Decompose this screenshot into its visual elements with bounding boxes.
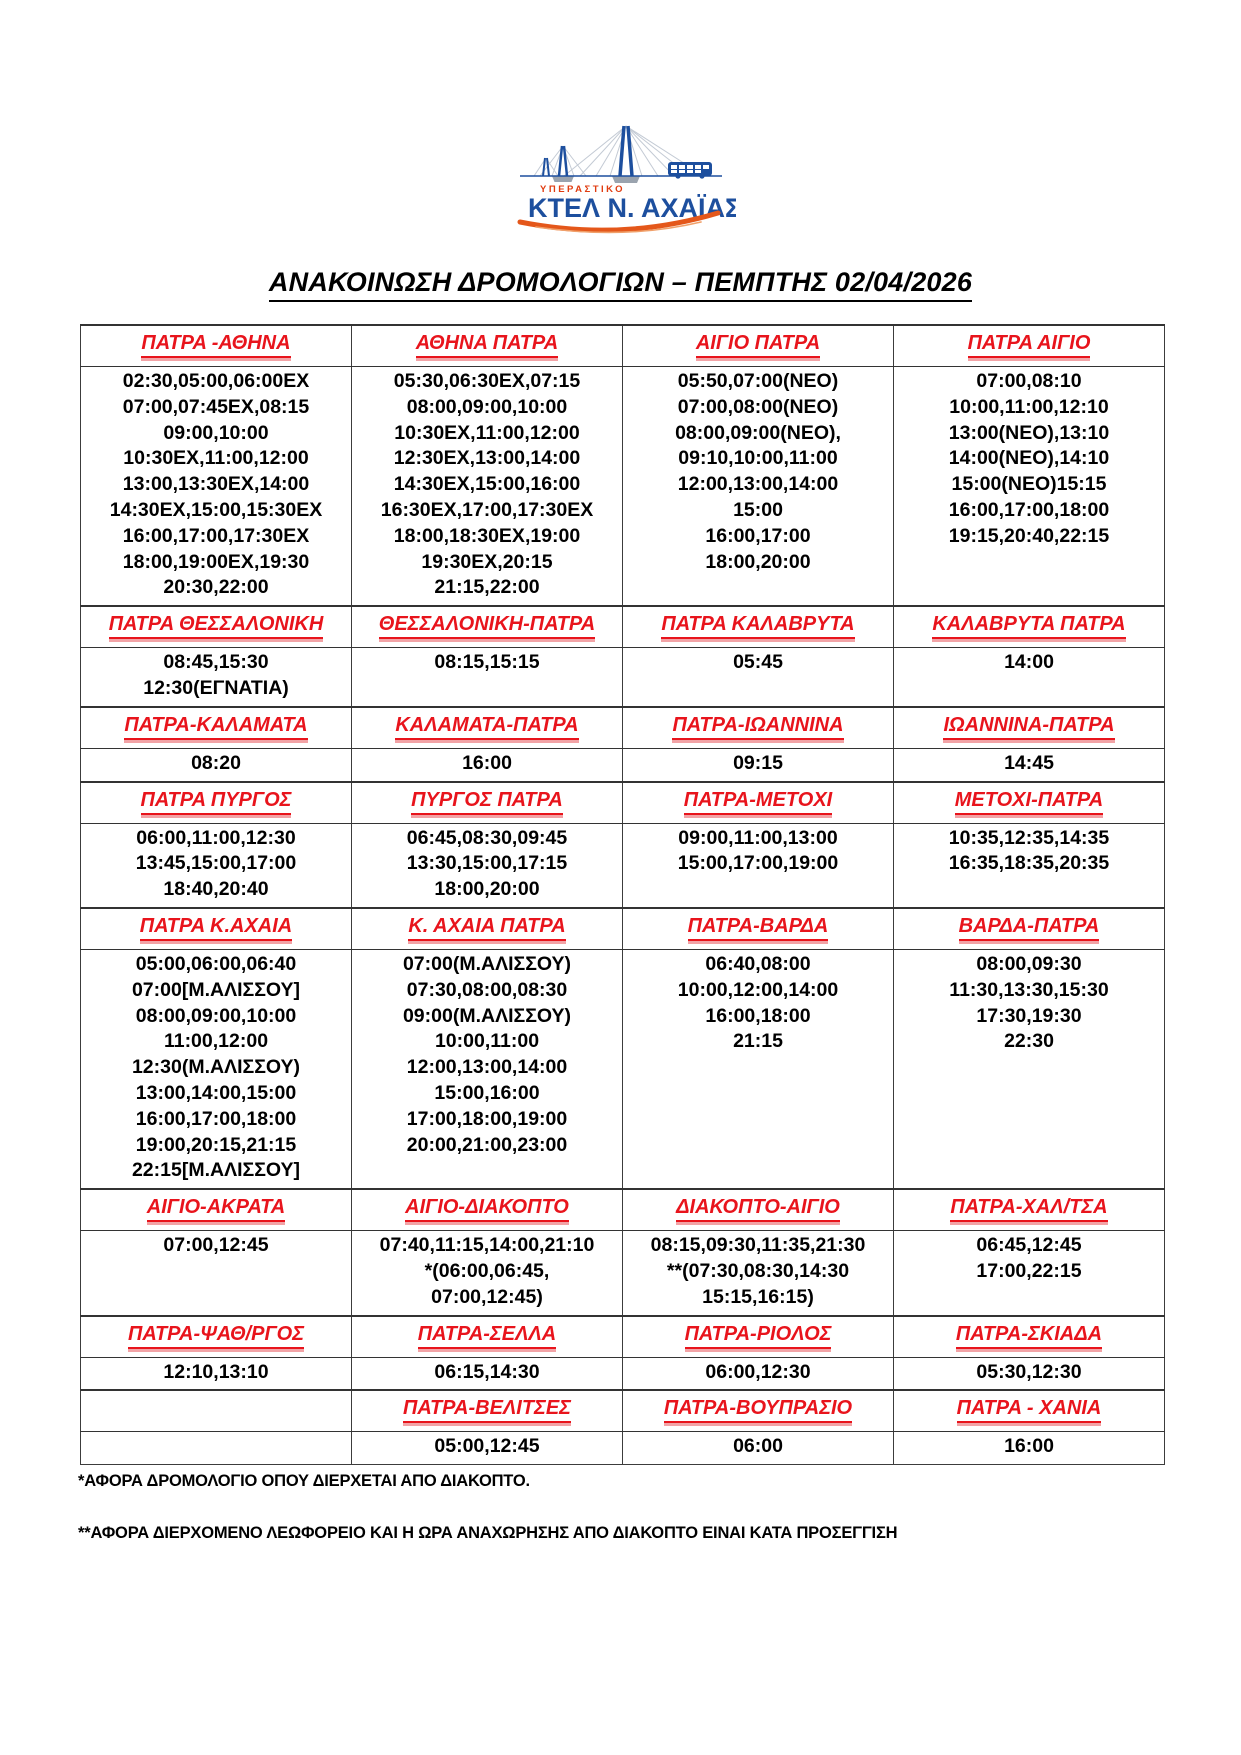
route-header-label: ΚΑΛΑΜΑΤΑ-ΠΑΤΡΑ xyxy=(395,714,578,740)
time-line: 16:00,17:00,17:30EX xyxy=(122,524,310,547)
route-header-cell xyxy=(352,782,623,824)
time-line: 09:00,11:00,13:00 xyxy=(678,826,838,849)
empty-header-cell xyxy=(81,1390,352,1432)
route-header-label: ΠΑΤΡΑ-ΙΩΑΝΝΙΝΑ xyxy=(672,714,843,740)
time-line: 13:45,15:00,17:00 xyxy=(135,852,297,875)
time-line: 15:00,16:00 xyxy=(434,1081,540,1104)
route-header-cell xyxy=(352,707,623,749)
route-header-cell xyxy=(81,908,352,950)
time-line: 16:00 xyxy=(1004,1435,1054,1458)
time-line: 07:00,07:45EX,08:15 xyxy=(122,395,310,418)
time-line: 15:00(ΝΕΟ)15:15 xyxy=(951,473,1107,496)
route-header-cell xyxy=(81,606,352,648)
times-cell xyxy=(352,949,623,1189)
times-cell xyxy=(623,1357,894,1390)
route-header-row xyxy=(81,1189,1165,1231)
route-header-label: ΠΑΤΡΑ-ΣΚΙΑΔΑ xyxy=(956,1323,1102,1349)
time-line: 14:30EX,15:00,16:00 xyxy=(393,473,581,496)
times-row xyxy=(81,1432,1165,1465)
time-line: 22:15[Μ.ΑΛΙΣΣΟΥ] xyxy=(131,1159,301,1182)
time-line: 13:00,13:30EX,14:00 xyxy=(122,473,310,496)
time-line: **(07:30,08:30,14:30 xyxy=(666,1259,850,1282)
times-cell xyxy=(352,648,623,707)
times-cell xyxy=(623,949,894,1189)
time-line: 06:45,08:30,09:45 xyxy=(406,826,568,849)
route-header-label: ΠΑΤΡΑ-ΣΕΛΛΑ xyxy=(418,1323,556,1349)
time-line: 20:00,21:00,23:00 xyxy=(406,1133,568,1156)
logo-top-label: ΥΠΕΡΑΣΤΙΚΟ xyxy=(539,184,625,195)
time-line: 21:15,22:00 xyxy=(434,576,540,599)
time-line: 08:15,15:15 xyxy=(434,651,540,674)
time-line: 14:00 xyxy=(1004,651,1054,674)
time-line: 09:00,10:00 xyxy=(163,421,269,444)
route-header-row xyxy=(81,606,1165,648)
route-header-cell xyxy=(352,1390,623,1432)
time-line: 12:30EX,13:00,14:00 xyxy=(393,447,581,470)
route-header-cell xyxy=(81,707,352,749)
times-cell xyxy=(352,823,623,908)
time-line: 07:40,11:15,14:00,21:10 xyxy=(379,1234,595,1257)
route-header-label: Κ. ΑΧΑΙΑ ΠΑΤΡΑ xyxy=(408,915,565,941)
times-cell xyxy=(81,1231,352,1316)
time-line: 07:00,12:45 xyxy=(163,1234,269,1257)
route-header-cell xyxy=(623,908,894,950)
time-line: 13:30,15:00,17:15 xyxy=(406,852,568,875)
time-line: 06:00,12:30 xyxy=(705,1360,811,1383)
route-header-cell xyxy=(81,782,352,824)
ktel-achaias-logo xyxy=(506,118,736,241)
route-header-cell xyxy=(623,325,894,367)
route-header-cell xyxy=(623,707,894,749)
time-line: 12:30(Μ.ΑΛΙΣΣΟΥ) xyxy=(131,1056,301,1079)
route-header-label: ΠΑΤΡΑ-ΜΕΤΟΧΙ xyxy=(684,789,832,815)
page-title-text: ΑΝΑΚΟΙΝΩΣΗ ΔΡΟΜΟΛΟΓΙΩΝ – ΠΕΜΠΤΗΣ 02/04/2026 xyxy=(269,267,972,302)
route-header-cell xyxy=(894,606,1165,648)
times-cell xyxy=(81,1432,352,1465)
times-cell xyxy=(894,648,1165,707)
footnote-passing-bus: **ΑΦΟΡΑ ΔΙΕΡΧΟΜΕΝΟ ΛΕΩΦΟΡΕΙΟ ΚΑΙ Η ΩΡΑ ΑΝΑΧΩΡΗΣΗΣ ΑΠΟ ΔΙΑΚΟΠΤΟ ΕΙΝΑΙ ΚΑΤΑ ΠΡΟΣΕΓΓΙΣΗ xyxy=(78,1524,898,1543)
time-line: 11:30,13:30,15:30 xyxy=(949,978,1109,1001)
time-line: 05:00,06:00,06:40 xyxy=(135,952,297,975)
route-header-row xyxy=(81,908,1165,950)
route-header-label: ΠΑΤΡΑ -ΑΘΗΝΑ xyxy=(141,332,290,358)
time-line: 12:00,13:00,14:00 xyxy=(406,1056,568,1079)
route-header-row xyxy=(81,1316,1165,1358)
time-line: 07:00[Μ.ΑΛΙΣΣΟΥ] xyxy=(131,978,301,1001)
time-line: 14:30EX,15:00,15:30EX xyxy=(109,498,323,521)
times-cell xyxy=(894,1432,1165,1465)
time-line: 18:00,20:00 xyxy=(705,550,811,573)
times-row xyxy=(81,748,1165,781)
times-cell xyxy=(352,748,623,781)
route-header-cell xyxy=(894,1390,1165,1432)
time-line: 09:10,10:00,11:00 xyxy=(678,447,838,470)
time-line: 08:20 xyxy=(191,751,241,774)
time-line: 11:00,12:00 xyxy=(163,1030,269,1053)
time-line: 06:45,12:45 xyxy=(976,1234,1082,1257)
time-line: 10:30EX,11:00,12:00 xyxy=(123,447,309,470)
time-line: 16:00,17:00 xyxy=(705,524,811,547)
route-header-label: ΠΑΤΡΑ-ΚΑΛΑΜΑΤΑ xyxy=(124,714,307,740)
time-line: 18:00,18:30EX,19:00 xyxy=(393,524,581,547)
times-cell xyxy=(352,1231,623,1316)
time-line: 05:00,12:45 xyxy=(434,1435,540,1458)
schedule-table-body xyxy=(81,325,1165,1465)
times-cell xyxy=(894,949,1165,1189)
times-cell xyxy=(352,1432,623,1465)
time-line: 07:00(Μ.ΑΛΙΣΣΟΥ) xyxy=(402,952,572,975)
route-header-cell xyxy=(894,1316,1165,1358)
time-line: 12:30(ΕΓΝΑΤΙΑ) xyxy=(143,676,289,699)
times-cell xyxy=(894,1231,1165,1316)
footnote-diakopto: *ΑΦΟΡΑ ΔΡΟΜΟΛΟΓΙΟ ΟΠΟΥ ΔΙΕΡΧΕΤΑΙ ΑΠΟ ΔΙΑΚΟΠΤΟ. xyxy=(78,1472,530,1491)
time-line: 20:30,22:00 xyxy=(163,576,269,599)
route-header-cell xyxy=(623,1390,894,1432)
times-row xyxy=(81,648,1165,707)
time-line: 05:45 xyxy=(733,651,783,674)
time-line: 12:00,13:00,14:00 xyxy=(677,473,839,496)
time-line: 07:00,12:45) xyxy=(431,1285,543,1308)
time-line: 08:15,09:30,11:35,21:30 xyxy=(650,1234,866,1257)
time-line: 16:00,17:00,18:00 xyxy=(135,1107,297,1130)
time-line: 19:15,20:40,22:15 xyxy=(948,524,1110,547)
times-row xyxy=(81,823,1165,908)
time-line: 16:35,18:35,20:35 xyxy=(948,852,1110,875)
route-header-cell xyxy=(623,1189,894,1231)
time-line: 02:30,05:00,06:00EX xyxy=(122,370,310,392)
times-cell xyxy=(623,1231,894,1316)
time-line: 13:00,14:00,15:00 xyxy=(135,1081,297,1104)
time-line: 14:00(ΝΕΟ),14:10 xyxy=(948,447,1110,470)
times-cell xyxy=(623,823,894,908)
time-line: 21:15 xyxy=(733,1030,783,1053)
time-line: 15:00 xyxy=(733,498,783,521)
route-header-cell xyxy=(894,707,1165,749)
time-line: 17:00,18:00,19:00 xyxy=(406,1107,568,1130)
time-line: 08:00,09:30 xyxy=(976,952,1082,975)
time-line: 16:00,18:00 xyxy=(705,1004,811,1027)
route-header-cell xyxy=(894,325,1165,367)
time-line: 06:00 xyxy=(733,1435,783,1458)
route-header-cell xyxy=(352,908,623,950)
route-header-label: ΑΙΓΙΟ-ΔΙΑΚΟΠΤΟ xyxy=(405,1196,569,1222)
route-header-row xyxy=(81,325,1165,367)
time-line: 07:00,08:10 xyxy=(976,370,1082,392)
time-line: 05:30,12:30 xyxy=(976,1360,1082,1383)
time-line: *(06:00,06:45, xyxy=(424,1259,550,1282)
route-header-label: ΙΩΑΝΝΙΝΑ-ΠΑΤΡΑ xyxy=(943,714,1114,740)
time-line: 10:00,12:00,14:00 xyxy=(677,978,839,1001)
time-line: 08:00,09:00,10:00 xyxy=(135,1004,297,1027)
times-cell xyxy=(894,367,1165,607)
time-line: 07:30,08:00,08:30 xyxy=(406,978,568,1001)
route-header-row xyxy=(81,1390,1165,1432)
time-line: 10:00,11:00 xyxy=(434,1030,540,1053)
time-line: 18:00,20:00 xyxy=(434,878,540,901)
times-cell xyxy=(81,648,352,707)
route-header-label: ΠΥΡΓΟΣ ΠΑΤΡΑ xyxy=(411,789,563,815)
time-line: 19:00,20:15,21:15 xyxy=(135,1133,297,1156)
times-row xyxy=(81,367,1165,607)
times-cell xyxy=(894,748,1165,781)
route-header-cell xyxy=(623,1316,894,1358)
route-header-cell xyxy=(81,1189,352,1231)
times-cell xyxy=(623,367,894,607)
route-header-label: ΠΑΤΡΑ ΘΕΣΣΑΛΟΝΙΚΗ xyxy=(109,613,324,639)
times-cell xyxy=(894,823,1165,908)
route-header-row xyxy=(81,782,1165,824)
route-header-cell xyxy=(352,606,623,648)
time-line: 18:40,20:40 xyxy=(163,878,269,901)
times-cell xyxy=(81,949,352,1189)
route-header-cell xyxy=(352,325,623,367)
route-header-label: ΠΑΤΡΑ ΑΙΓΙΟ xyxy=(968,332,1091,358)
route-header-cell xyxy=(894,1189,1165,1231)
route-header-row xyxy=(81,707,1165,749)
route-header-cell xyxy=(352,1316,623,1358)
route-header-label: ΠΑΤΡΑ-ΡΙΟΛΟΣ xyxy=(685,1323,832,1349)
time-line: 16:30EX,17:00,17:30EX xyxy=(380,498,594,521)
time-line: 17:00,22:15 xyxy=(976,1259,1082,1282)
route-header-label: ΒΑΡΔΑ-ΠΑΤΡΑ xyxy=(959,915,1100,941)
time-line: 08:45,15:30 xyxy=(163,651,269,674)
route-header-label: ΜΕΤΟΧΙ-ΠΑΤΡΑ xyxy=(955,789,1103,815)
route-header-label: ΘΕΣΣΑΛΟΝΙΚΗ-ΠΑΤΡΑ xyxy=(379,613,595,639)
route-header-label: ΠΑΤΡΑ-ΨΑΘ/ΡΓΟΣ xyxy=(128,1323,304,1349)
time-line: 14:45 xyxy=(1004,751,1054,774)
time-line: 12:10,13:10 xyxy=(163,1360,269,1383)
time-line: 07:00,08:00(ΝΕΟ) xyxy=(677,395,839,418)
times-cell xyxy=(623,748,894,781)
times-cell xyxy=(81,823,352,908)
route-header-label: ΠΑΤΡΑ Κ.ΑΧΑΙΑ xyxy=(140,915,293,941)
route-header-label: ΠΑΤΡΑ-ΧΑΛ/ΤΣΑ xyxy=(950,1196,1107,1222)
time-line: 16:00,17:00,18:00 xyxy=(948,498,1110,521)
time-line: 15:15,16:15) xyxy=(702,1285,814,1308)
time-line: 10:30EX,11:00,12:00 xyxy=(394,421,580,444)
route-header-cell xyxy=(623,782,894,824)
time-line: 15:00,17:00,19:00 xyxy=(677,852,839,875)
time-line: 18:00,19:00EX,19:30 xyxy=(122,550,310,573)
times-cell xyxy=(894,1357,1165,1390)
route-header-cell xyxy=(623,606,894,648)
time-line: 08:00,09:00,10:00 xyxy=(406,395,568,418)
time-line: 05:30,06:30EX,07:15 xyxy=(393,370,581,392)
route-header-label: ΠΑΤΡΑ - ΧΑΝΙΑ xyxy=(957,1397,1102,1423)
time-line: 08:00,09:00(ΝΕΟ), xyxy=(675,421,841,444)
times-cell xyxy=(81,748,352,781)
times-cell xyxy=(623,1432,894,1465)
time-line: 05:50,07:00(ΝΕΟ) xyxy=(677,370,839,392)
route-header-label: ΠΑΤΡΑ ΠΥΡΓΟΣ xyxy=(141,789,292,815)
route-header-label: ΔΙΑΚΟΠΤΟ-ΑΙΓΙΟ xyxy=(676,1196,840,1222)
times-cell xyxy=(352,1357,623,1390)
time-line: 10:00,11:00,12:10 xyxy=(949,395,1109,418)
route-header-label: ΑΘΗΝΑ ΠΑΤΡΑ xyxy=(416,332,558,358)
time-line: 22:30 xyxy=(1004,1030,1054,1053)
route-header-cell xyxy=(81,1316,352,1358)
time-line: 06:15,14:30 xyxy=(434,1360,540,1383)
times-cell xyxy=(81,1357,352,1390)
time-line: 17:30,19:30 xyxy=(976,1004,1082,1027)
route-header-label: ΑΙΓΙΟ-ΑΚΡΑΤΑ xyxy=(147,1196,286,1222)
times-row xyxy=(81,949,1165,1189)
route-header-label: ΠΑΤΡΑ-ΒΟΥΠΡΑΣΙΟ xyxy=(664,1397,852,1423)
route-header-cell xyxy=(81,325,352,367)
route-header-label: ΑΙΓΙΟ ΠΑΤΡΑ xyxy=(696,332,820,358)
schedule-table xyxy=(80,324,1165,1465)
route-header-label: ΠΑΤΡΑ-ΒΕΛΙΤΣΕΣ xyxy=(403,1397,571,1423)
time-line: 13:00(ΝΕΟ),13:10 xyxy=(948,421,1110,444)
page-title xyxy=(0,267,1241,302)
route-header-label: ΠΑΤΡΑ ΚΑΛΑΒΡΥΤΑ xyxy=(661,613,854,639)
route-header-label: ΠΑΤΡΑ-ΒΑΡΔΑ xyxy=(688,915,829,941)
times-cell xyxy=(352,367,623,607)
logo-name: ΚΤΕΛ Ν. ΑΧΑΪΑΣ xyxy=(527,193,736,223)
route-header-cell xyxy=(894,908,1165,950)
bridge-bus-logo-icon xyxy=(506,118,736,236)
times-row xyxy=(81,1231,1165,1316)
times-row xyxy=(81,1357,1165,1390)
time-line: 06:40,08:00 xyxy=(705,952,811,975)
time-line: 06:00,11:00,12:30 xyxy=(136,826,296,849)
route-header-cell xyxy=(352,1189,623,1231)
times-cell xyxy=(81,367,352,607)
route-header-label: ΚΑΛΑΒΡΥΤΑ ΠΑΤΡΑ xyxy=(932,613,1125,639)
time-line: 10:35,12:35,14:35 xyxy=(948,826,1110,849)
time-line: 16:00 xyxy=(462,751,512,774)
time-line: 09:15 xyxy=(733,751,783,774)
times-cell xyxy=(623,648,894,707)
route-header-cell xyxy=(894,782,1165,824)
time-line: 09:00(Μ.ΑΛΙΣΣΟΥ) xyxy=(402,1004,572,1027)
time-line: 19:30EX,20:15 xyxy=(421,550,553,573)
